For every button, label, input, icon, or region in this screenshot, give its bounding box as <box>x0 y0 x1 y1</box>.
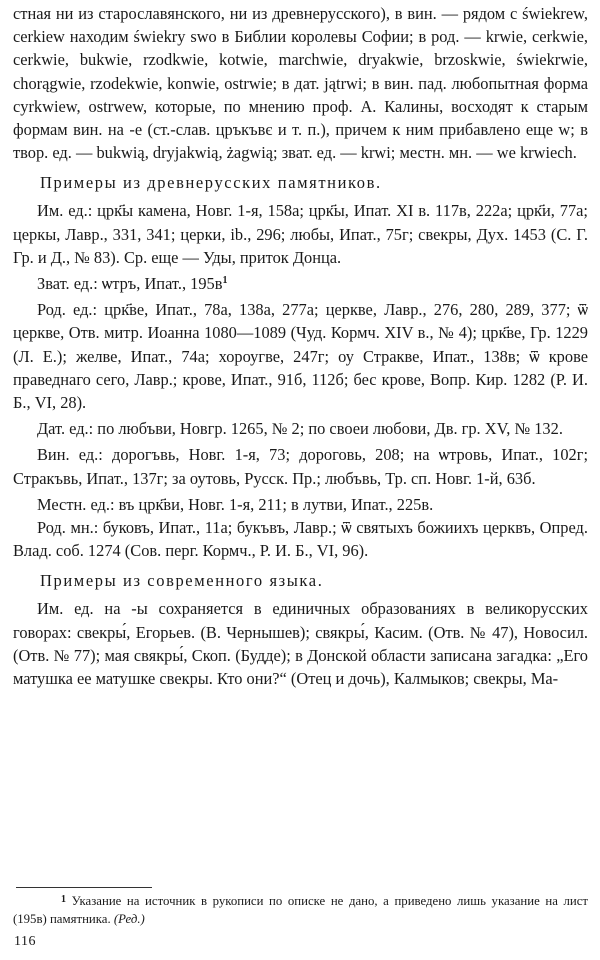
main-text <box>13 2 588 690</box>
footnote-marker[interactable]: 1 <box>222 275 228 287</box>
example-nominative: Им. ед.: црк҃ы камена, Новг. 1-я, 158а; црк҃ы, Ипат. XI в. 117в, 222а; црк҃и, 77а; церкы, Лавр., 331, 341; церки, ib., 296; любы, Ипат., 75г; свекры, Дух. 1453 (С. Г. Гр. и Д., № 83). Ср. еще — Уды, приток Донца. <box>13 201 588 267</box>
example-genitive: Род. ед.: црк҃ве, Ипат., 78а, 138а, 277а; церкве, Лавр., 276, 280, 289, 377; ѿ церкве, Отв. митр. Иоанна 1080—1089 (Чуд. Кормч. XIV в., № 4); црк҃ве, Гр. 1229 (Л. Е.); желве, Ипат., 74а; хороугве, 247г; оу Стракве, Ипат., 138в; ѿ крове праведнаго сего, Лавр.; крове, Ипат., 91б, 112б; бес крове, Вопр. Кир. 1282 (Р. И. Б., VI, 28). <box>13 300 588 413</box>
footnote-editor-note: (Ред.) <box>113 912 145 926</box>
example-accusative: Вин. ед.: дорогъвь, Новг. 1-я, 73; дороговь, 208; на ѡтровь, Ипат., 102г; Стракъвь, Ипат., 137г; за оутовь, Русск. Пр.; любъвь, Тр. сп. Новг. 1-й, 63б. <box>13 445 588 488</box>
footnote <box>13 891 588 928</box>
intro-paragraph: стная ни из старославянского, ни из древнерусского), в вин. — рядом с świekrew, cerkiew находим świekry swo в Библии королевы Софии; в род. — krwie, cerkwie, cerkwie, bukwie, rzodkwie, kotwie, marchwie, dryakwie, brzoskwie, świekrwie, chorągwie, rzodekwie, konwie, ostrwie; в дат. jątrwi; в вин. пад. любопытная форма cyrkwiew, ostrwew, которые, по мнению проф. А. Калины, восходят к старым формам вин. на -е (ст.-слав. цръкъвє и т. п.), причем к ним прибавлено еще w; в твор. ед. — bukwią, dryjakwią, żagwią; зват. ед. — krwi; местн. мн. — we krwiech. <box>13 4 588 163</box>
example-vocative-text: Зват. ед.: ѡтръ, Ипат., 195в <box>37 274 223 294</box>
footnote-text: Указание на источник в рукописи по описке не дано, а приведено лишь указание на лист (195в) памятника. <box>13 894 588 926</box>
heading-old-russian: Примеры из древнерусских памятников. <box>40 173 382 193</box>
footnote-number: 1 <box>61 894 66 905</box>
example-locative: Местн. ед.: въ црк҃ви, Новг. 1-я, 211; в лутви, Ипат., 225в. <box>37 494 434 514</box>
example-dative: Дат. ед.: по любъви, Новгр. 1265, № 2; по своеи любови, Дв. гр. XV, № 132. <box>37 419 563 439</box>
example-genitive-plural: Род. мн.: буковъ, Ипат., 11а; букъвъ, Лавр.; ѿ святыхъ божиихъ церквъ, Опред. Влад. соб. 1274 (Сов. перг. Кормч., Р. И. Б., VI, 96). <box>13 518 588 561</box>
example-vocative <box>13 272 588 295</box>
footnote-divider <box>16 887 152 888</box>
modern-paragraph: Им. ед. на -ы сохраняется в единичных образованиях в великорусских говорах: свекры́, Егорьев. (В. Чернышев); свякры́, Касим. (Отв. № 47), Новосил. (Отв. № 77); мая свякры́, Скоп. (Будде); в Донской области записана загадка: „Его матушка ее матушке свекры. Кто они?“ (Отец и дочь), Калмыков; свекры, Ма- <box>13 599 588 689</box>
heading-modern: Примеры из современного языка. <box>40 571 324 591</box>
page-number: 116 <box>14 934 36 949</box>
